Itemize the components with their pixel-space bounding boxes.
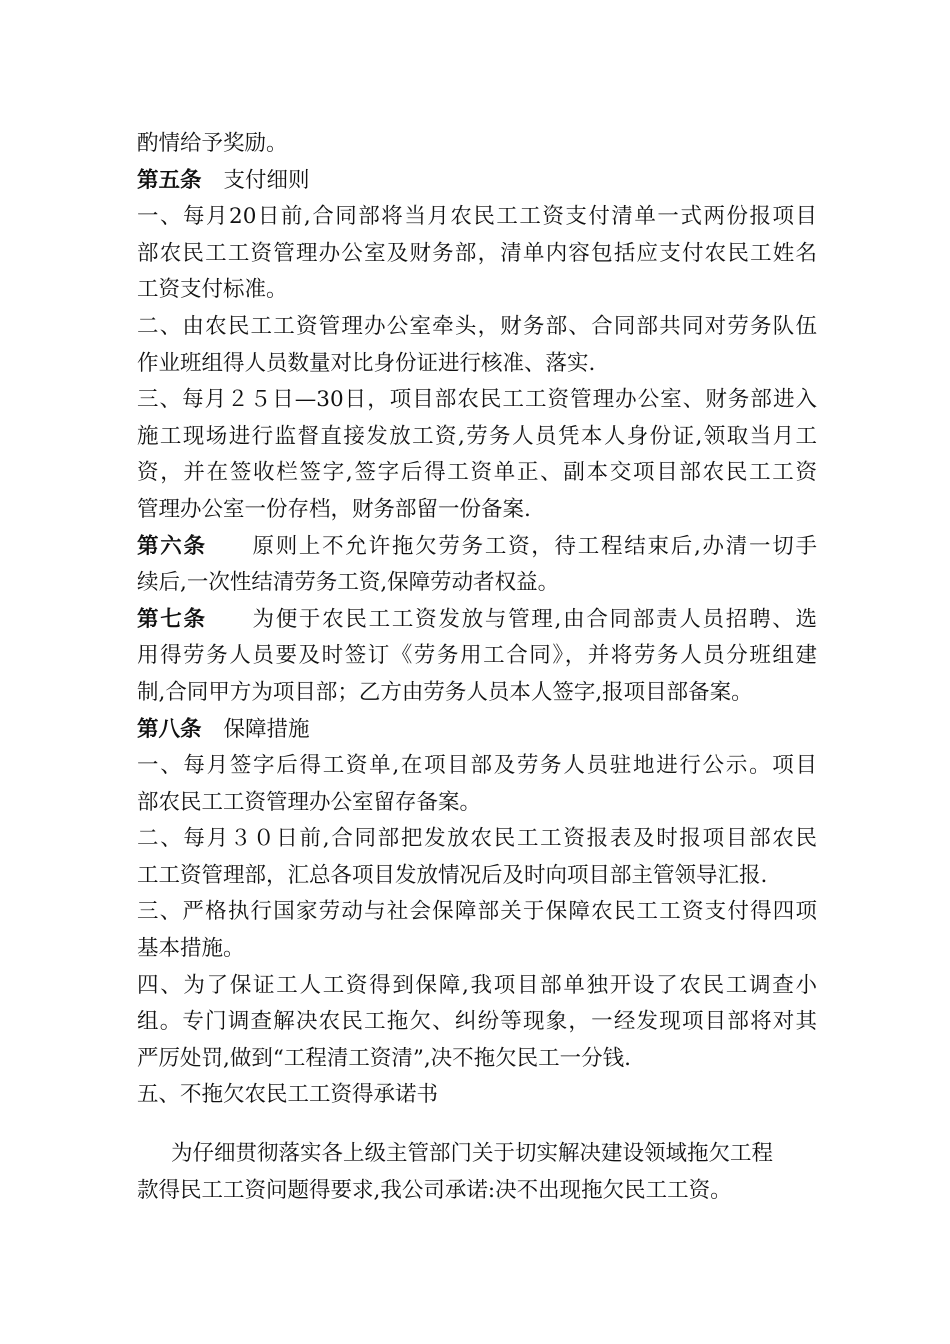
article-text: 原则上不允许拖欠劳务工资，待工程结束后,办清一切手 — [250, 533, 817, 559]
text-line: 三、严格执行国家劳动与社会保障部关于保障农民工工资支付得四项 — [137, 899, 817, 925]
paragraph-spacer — [137, 1114, 817, 1136]
article-5-heading — [137, 163, 817, 200]
text-line: 款得民工工资问题得要求,我公司承诺:决不出现拖欠民工工资。 — [137, 1177, 732, 1203]
text-line: 用得劳务人员要及时签订《劳务用工合同》，并将劳务人员分班组建 — [137, 643, 817, 669]
text-line: 五、不拖欠农民工工资得承诺书 — [137, 1082, 439, 1108]
text-line: 工工资管理部，汇总各项目发放情况后及时向项目部主管领导汇报. — [137, 862, 768, 888]
article-number: 第六条 — [137, 533, 207, 559]
article-title: 支付细则 — [223, 167, 310, 193]
text-line: 二、由农民工工资管理办公室牵头，财务部、合同部共同对劳务队伍 — [137, 313, 817, 339]
article-6-heading — [137, 529, 817, 566]
article-text: 为便于农民工工资发放与管理,由合同部责人员招聘、选 — [250, 606, 817, 632]
text-line: 制,合同甲方为项目部；乙方由劳务人员本人签字,报项目部备案。 — [137, 679, 753, 705]
text-line: 严厉处罚,做到“工程清工资清”,决不拖欠民工一分钱. — [137, 1045, 631, 1071]
text-line: 管理办公室一份存档，财务部留一份备案. — [137, 496, 531, 522]
text-line: 为仔细贯彻落实各上级主管部门关于切实解决建设领域拖欠工程 — [171, 1141, 774, 1167]
article-number: 第七条 — [137, 606, 207, 632]
text-line: 酌情给予奖励。 — [137, 131, 288, 156]
article-8-heading — [137, 712, 817, 749]
text-line: 基本措施。 — [137, 936, 245, 962]
text-line: 施工现场进行监督直接发放工资,劳务人员凭本人身份证,领取当月工 — [137, 423, 817, 449]
text-line: 四、为了保证工人工资得到保障,我项目部单独开设了农民工调查小 — [137, 972, 817, 998]
article-title: 保障措施 — [223, 716, 310, 742]
text-line: 资，并在签收栏签字,签字后得工资单正、副本交项目部农民工工资 — [137, 460, 817, 486]
text-line: 组。专门调查解决农民工拖欠、纠纷等现象，一经发现项目部将对其 — [137, 1009, 817, 1035]
text-line: 二、每月３０日前,合同部把发放农民工工资报表及时报项目部农民 — [137, 826, 817, 852]
article-number: 第八条 — [137, 716, 202, 742]
text-line: 部农民工工资管理办公室留存备案。 — [137, 789, 482, 815]
text-line: 作业班组得人员数量对比身份证进行核准、落实. — [137, 350, 596, 376]
text-line: 工资支付标准。 — [137, 277, 288, 303]
article-number: 第五条 — [137, 167, 202, 193]
text-line: 一、每月签字后得工资单,在项目部及劳务人员驻地进行公示。项目 — [137, 753, 817, 779]
document-page — [137, 126, 817, 1209]
article-7-heading — [137, 602, 817, 639]
text-line: 一、每月20日前,合同部将当月农民工工资支付清单一式两份报项目 — [137, 204, 817, 230]
text-line: 三、每月２５日—30日，项目部农民工工资管理办公室、财务部进入 — [137, 387, 817, 413]
text-line: 部农民工工资管理办公室及财务部，清单内容包括应支付农民工姓名 — [137, 240, 817, 266]
text-line: 续后,一次性结清劳务工资,保障劳动者权益。 — [137, 570, 560, 596]
